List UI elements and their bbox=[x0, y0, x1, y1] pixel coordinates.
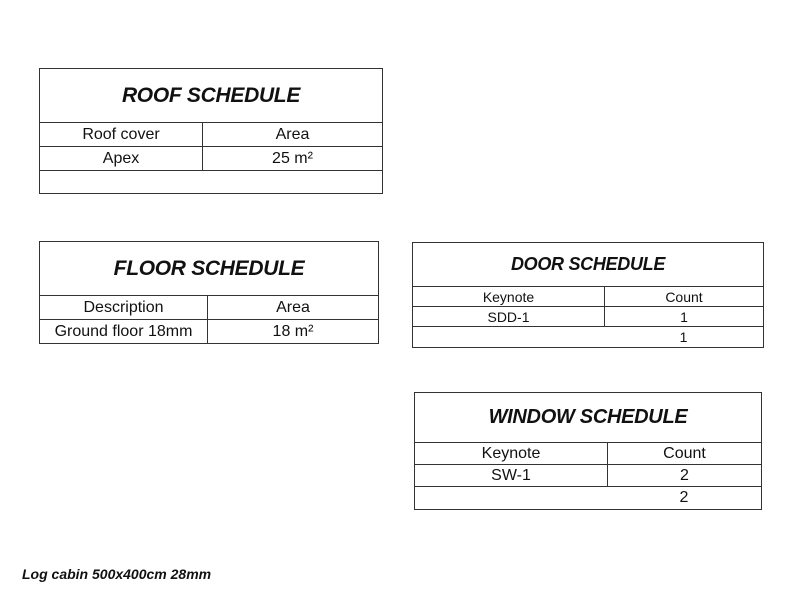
roof-schedule-header-area: Area bbox=[202, 123, 382, 146]
door-schedule-title: DOOR SCHEDULE bbox=[413, 243, 763, 287]
floor-schedule-table bbox=[39, 241, 379, 344]
window-schedule-table bbox=[414, 392, 762, 510]
roof-total-value-cell bbox=[202, 171, 382, 195]
door-schedule-total-row bbox=[413, 327, 763, 347]
floor-schedule-header-row bbox=[40, 296, 378, 320]
door-total-label-cell bbox=[413, 327, 604, 347]
door-schedule-header-keynote: Keynote bbox=[482, 288, 535, 305]
window-schedule-header-row bbox=[415, 443, 761, 465]
door-keynote-cell: SDD-1 bbox=[487, 308, 530, 325]
window-schedule-total-row bbox=[415, 487, 761, 509]
door-total-count-cell: 1 bbox=[679, 329, 688, 345]
roof-schedule-title: ROOF SCHEDULE bbox=[40, 69, 382, 123]
window-count-cell: 2 bbox=[607, 465, 761, 486]
door-schedule-header-row bbox=[413, 287, 763, 307]
window-schedule-title: WINDOW SCHEDULE bbox=[415, 393, 761, 443]
door-count-cell: 1 bbox=[604, 307, 763, 326]
door-schedule-header-count: Count bbox=[604, 287, 763, 306]
window-schedule-header-keynote: Keynote bbox=[481, 444, 541, 462]
table-row bbox=[415, 465, 761, 487]
window-schedule-header-count: Count bbox=[607, 443, 761, 464]
roof-schedule-header-row bbox=[40, 123, 382, 147]
window-total-label-cell bbox=[415, 487, 607, 509]
table-row bbox=[40, 320, 378, 344]
roof-total-label-cell bbox=[40, 171, 202, 195]
window-keynote-cell: SW-1 bbox=[491, 466, 531, 484]
table-row bbox=[413, 307, 763, 327]
table-row bbox=[40, 147, 382, 171]
roof-cover-cell: Apex bbox=[102, 149, 140, 167]
floor-schedule-header-description: Description bbox=[83, 298, 164, 316]
floor-area-cell: 18 m² bbox=[207, 320, 378, 344]
floor-description-cell: Ground floor 18mm bbox=[54, 323, 193, 340]
drawing-note: Log cabin 500x400cm 28mm bbox=[22, 566, 212, 582]
roof-area-cell: 25 m² bbox=[202, 147, 382, 170]
door-schedule-table bbox=[412, 242, 764, 348]
floor-schedule-header-area: Area bbox=[207, 296, 378, 319]
floor-schedule-title: FLOOR SCHEDULE bbox=[40, 242, 378, 296]
roof-schedule-header-roof-cover: Roof cover bbox=[82, 125, 160, 143]
window-total-count-cell: 2 bbox=[679, 489, 689, 506]
roof-schedule-table bbox=[39, 68, 383, 194]
roof-schedule-total-row bbox=[40, 171, 382, 195]
